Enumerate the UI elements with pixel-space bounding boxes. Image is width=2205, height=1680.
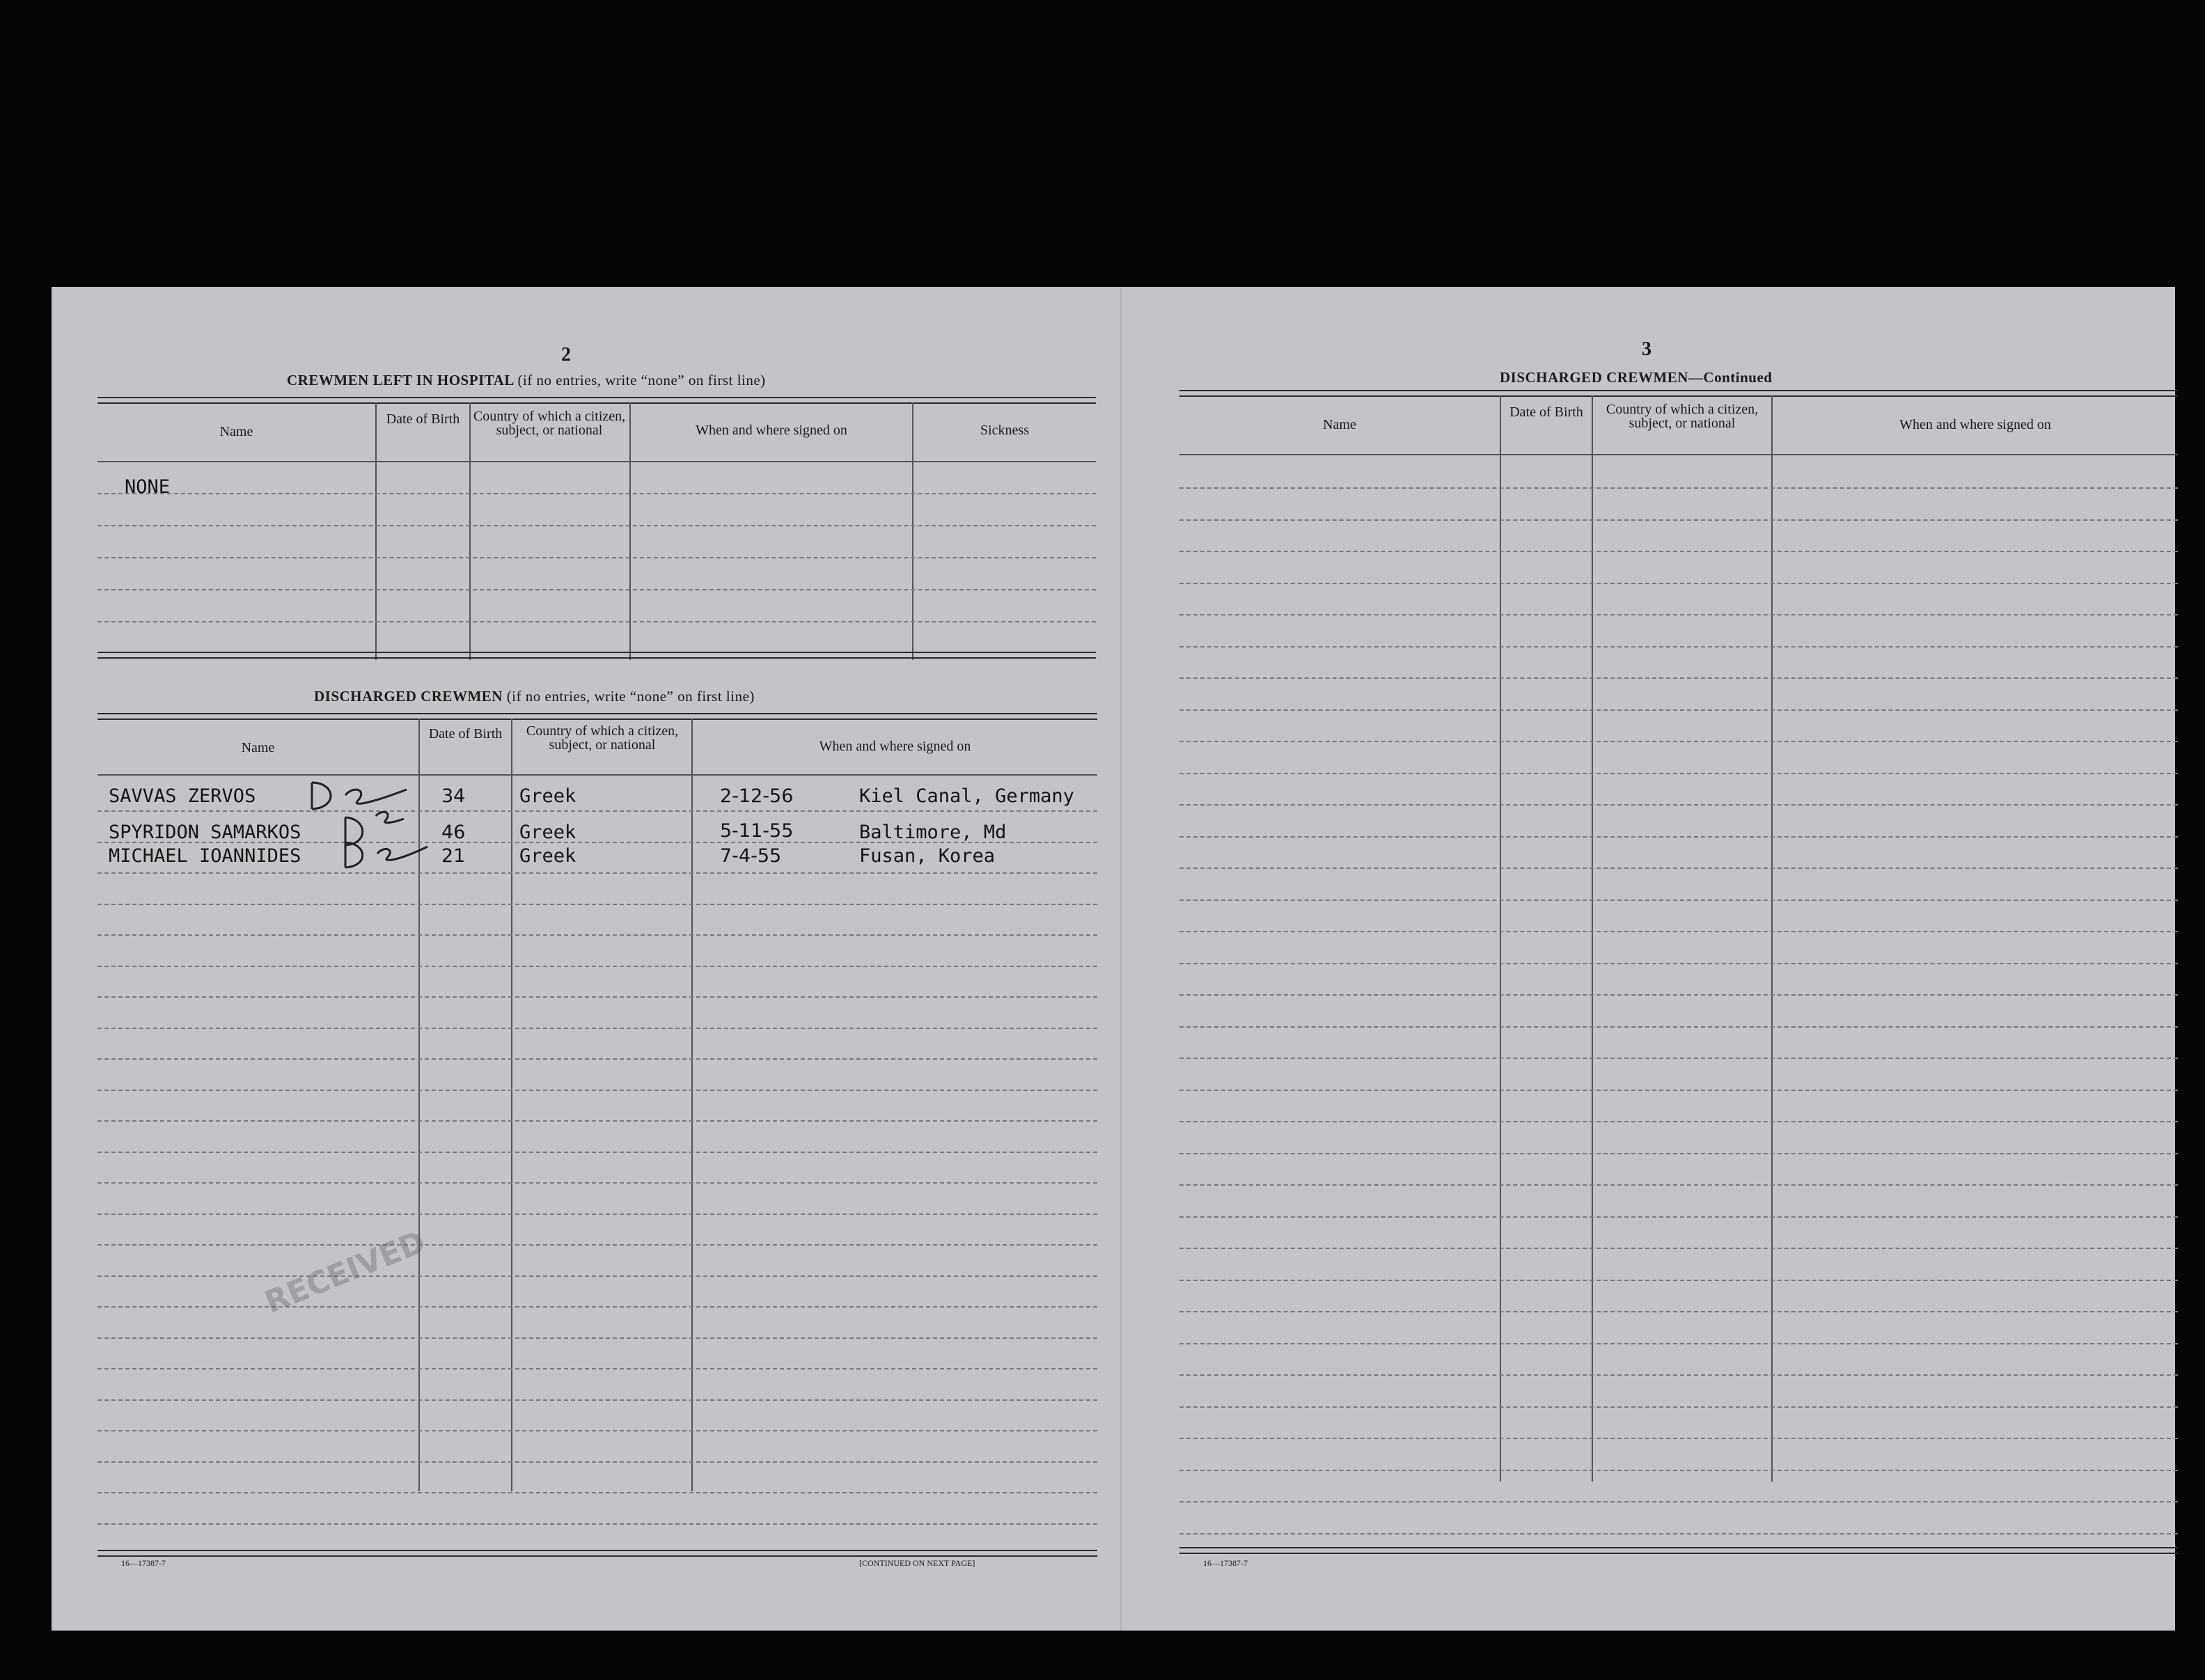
row-rule bbox=[97, 1306, 1097, 1308]
row-rule bbox=[1179, 1470, 2178, 1471]
row-rule bbox=[1179, 519, 2178, 521]
crewman-country: Greek bbox=[519, 785, 576, 807]
crewman-name: MICHAEL IOANNIDES bbox=[109, 845, 301, 867]
table-bottom-rule bbox=[97, 652, 1096, 659]
row-rule bbox=[97, 966, 1097, 967]
table-top-rule bbox=[1179, 390, 2178, 397]
row-rule bbox=[1179, 1311, 2178, 1312]
row-rule bbox=[1179, 900, 2178, 901]
header-rule bbox=[1179, 454, 2178, 455]
col-header-country: Country of which a citizen, subject, or national bbox=[473, 409, 626, 438]
right-section-title: DISCHARGED CREWMEN—Continued bbox=[1500, 369, 1773, 386]
row-rule bbox=[1179, 1374, 2178, 1376]
row-rule bbox=[1179, 741, 2178, 742]
row-rule bbox=[1179, 487, 2178, 489]
row-rule bbox=[1179, 1438, 2178, 1439]
row-rule bbox=[1179, 1343, 2178, 1344]
row-rule bbox=[97, 1523, 1097, 1525]
page-fold bbox=[1120, 287, 1122, 1631]
received-stamp: RECEIVED bbox=[260, 1224, 430, 1321]
row-rule bbox=[1179, 709, 2178, 711]
row-rule bbox=[97, 904, 1097, 905]
page-number: 2 bbox=[561, 344, 571, 366]
row-rule bbox=[97, 1399, 1097, 1401]
crewman-country: Greek bbox=[519, 822, 576, 843]
row-rule bbox=[1179, 1406, 2178, 1408]
crewman-name: SPYRIDON SAMARKOS bbox=[109, 822, 301, 843]
table-top-rule bbox=[97, 713, 1097, 720]
row-rule bbox=[97, 525, 1096, 526]
col-header-dob: Date of Birth bbox=[1509, 405, 1583, 420]
row-rule bbox=[1179, 1533, 2178, 1534]
row-rule bbox=[1179, 1026, 2178, 1028]
header-rule bbox=[97, 461, 1096, 462]
crewman-dob: 46 bbox=[441, 822, 466, 843]
row-rule bbox=[1179, 646, 2178, 647]
row-rule bbox=[1179, 1184, 2178, 1186]
row-rule bbox=[97, 1152, 1097, 1153]
row-rule bbox=[97, 621, 1096, 622]
signed-on-place: Kiel Canal, Germany bbox=[859, 785, 1074, 807]
crewman-name: SAVVAS ZERVOS bbox=[109, 785, 256, 807]
row-rule bbox=[97, 872, 1097, 874]
row-rule bbox=[97, 1214, 1097, 1215]
row-rule bbox=[97, 934, 1097, 936]
column-divider bbox=[511, 719, 512, 1491]
header-rule bbox=[97, 774, 1097, 776]
row-rule bbox=[1179, 551, 2178, 552]
column-divider bbox=[1500, 395, 1501, 1482]
continued-note: [CONTINUED ON NEXT PAGE] bbox=[859, 1558, 975, 1568]
row-rule bbox=[97, 1492, 1097, 1493]
row-rule bbox=[1179, 1058, 2178, 1059]
row-rule bbox=[97, 589, 1096, 590]
row-rule bbox=[1179, 994, 2178, 996]
column-divider bbox=[691, 719, 693, 1491]
row-rule bbox=[1179, 1153, 2178, 1154]
signed-on-date: 2-12-56 bbox=[720, 785, 794, 807]
row-rule bbox=[97, 1337, 1097, 1339]
col-header-name: Name bbox=[219, 424, 253, 439]
signed-on-date: 5-11-55 bbox=[720, 820, 794, 842]
signed-on-date: 7-4-55 bbox=[720, 845, 782, 867]
row-rule bbox=[1179, 804, 2178, 806]
row-rule bbox=[1179, 868, 2178, 869]
hospital-entry-name: NONE bbox=[125, 476, 171, 498]
form-number: 16—17387-7 bbox=[1203, 1558, 1248, 1568]
table-bottom-rule bbox=[97, 1550, 1097, 1557]
column-divider bbox=[1771, 395, 1773, 1482]
col-header-name: Name bbox=[1323, 417, 1356, 432]
col-header-name: Name bbox=[241, 740, 275, 755]
row-rule bbox=[97, 810, 1097, 812]
row-rule bbox=[1179, 1248, 2178, 1249]
row-rule bbox=[97, 1182, 1097, 1184]
handwritten-d2-mark bbox=[337, 837, 434, 876]
row-rule bbox=[1179, 963, 2178, 964]
page-number: 3 bbox=[1642, 338, 1651, 360]
discharged-section-title bbox=[314, 688, 755, 705]
col-header-dob: Date of Birth bbox=[428, 726, 503, 741]
col-header-signed-on: When and where signed on bbox=[1899, 417, 2051, 432]
row-rule bbox=[1179, 614, 2178, 615]
col-header-signed-on: When and where signed on bbox=[696, 423, 847, 438]
row-rule bbox=[1179, 1501, 2178, 1502]
signed-on-place: Fusan, Korea bbox=[859, 845, 996, 867]
row-rule bbox=[1179, 583, 2178, 584]
row-rule bbox=[1179, 836, 2178, 838]
row-rule bbox=[1179, 931, 2178, 932]
signed-on-place: Baltimore, Md bbox=[859, 822, 1007, 843]
crewman-dob: 21 bbox=[441, 845, 466, 867]
crewman-country: Greek bbox=[519, 845, 576, 867]
row-rule bbox=[97, 1058, 1097, 1060]
table-top-rule bbox=[97, 397, 1096, 404]
row-rule bbox=[97, 1244, 1097, 1246]
row-rule bbox=[1179, 1216, 2178, 1218]
row-rule bbox=[97, 1090, 1097, 1091]
col-header-country: Country of which a citizen, subject, or national bbox=[526, 723, 679, 753]
row-rule bbox=[97, 1275, 1097, 1277]
col-header-dob: Date of Birth bbox=[386, 411, 460, 427]
row-rule bbox=[1179, 1090, 2178, 1091]
col-header-sickness: Sickness bbox=[980, 423, 1029, 438]
column-divider bbox=[1592, 395, 1593, 1482]
crewman-dob: 34 bbox=[441, 785, 466, 807]
row-rule bbox=[97, 1368, 1097, 1369]
row-rule bbox=[1179, 1280, 2178, 1281]
row-rule bbox=[97, 557, 1096, 558]
hospital-note: (if no entries, write “none” on first line) bbox=[517, 372, 766, 388]
form-number: 16—17387-7 bbox=[121, 1558, 166, 1568]
row-rule bbox=[97, 1430, 1097, 1431]
discharged-note: (if no entries, write “none” on first line) bbox=[506, 688, 755, 705]
hospital-section-title bbox=[287, 372, 766, 389]
hospital-title: CREWMEN LEFT IN HOSPITAL bbox=[287, 372, 514, 388]
row-rule bbox=[97, 1120, 1097, 1122]
table-bottom-rule bbox=[1179, 1547, 2178, 1554]
row-rule bbox=[1179, 677, 2178, 679]
row-rule bbox=[97, 493, 1096, 494]
row-rule bbox=[1179, 1121, 2178, 1122]
row-rule bbox=[97, 1028, 1097, 1029]
manifest-sheet bbox=[52, 287, 2175, 1631]
col-header-country: Country of which a citizen, subject, or national bbox=[1606, 402, 1759, 431]
col-header-signed-on: When and where signed on bbox=[819, 739, 971, 754]
row-rule bbox=[97, 996, 1097, 998]
row-rule bbox=[97, 1461, 1097, 1463]
row-rule bbox=[1179, 773, 2178, 774]
discharged-title: DISCHARGED CREWMEN bbox=[314, 688, 503, 705]
